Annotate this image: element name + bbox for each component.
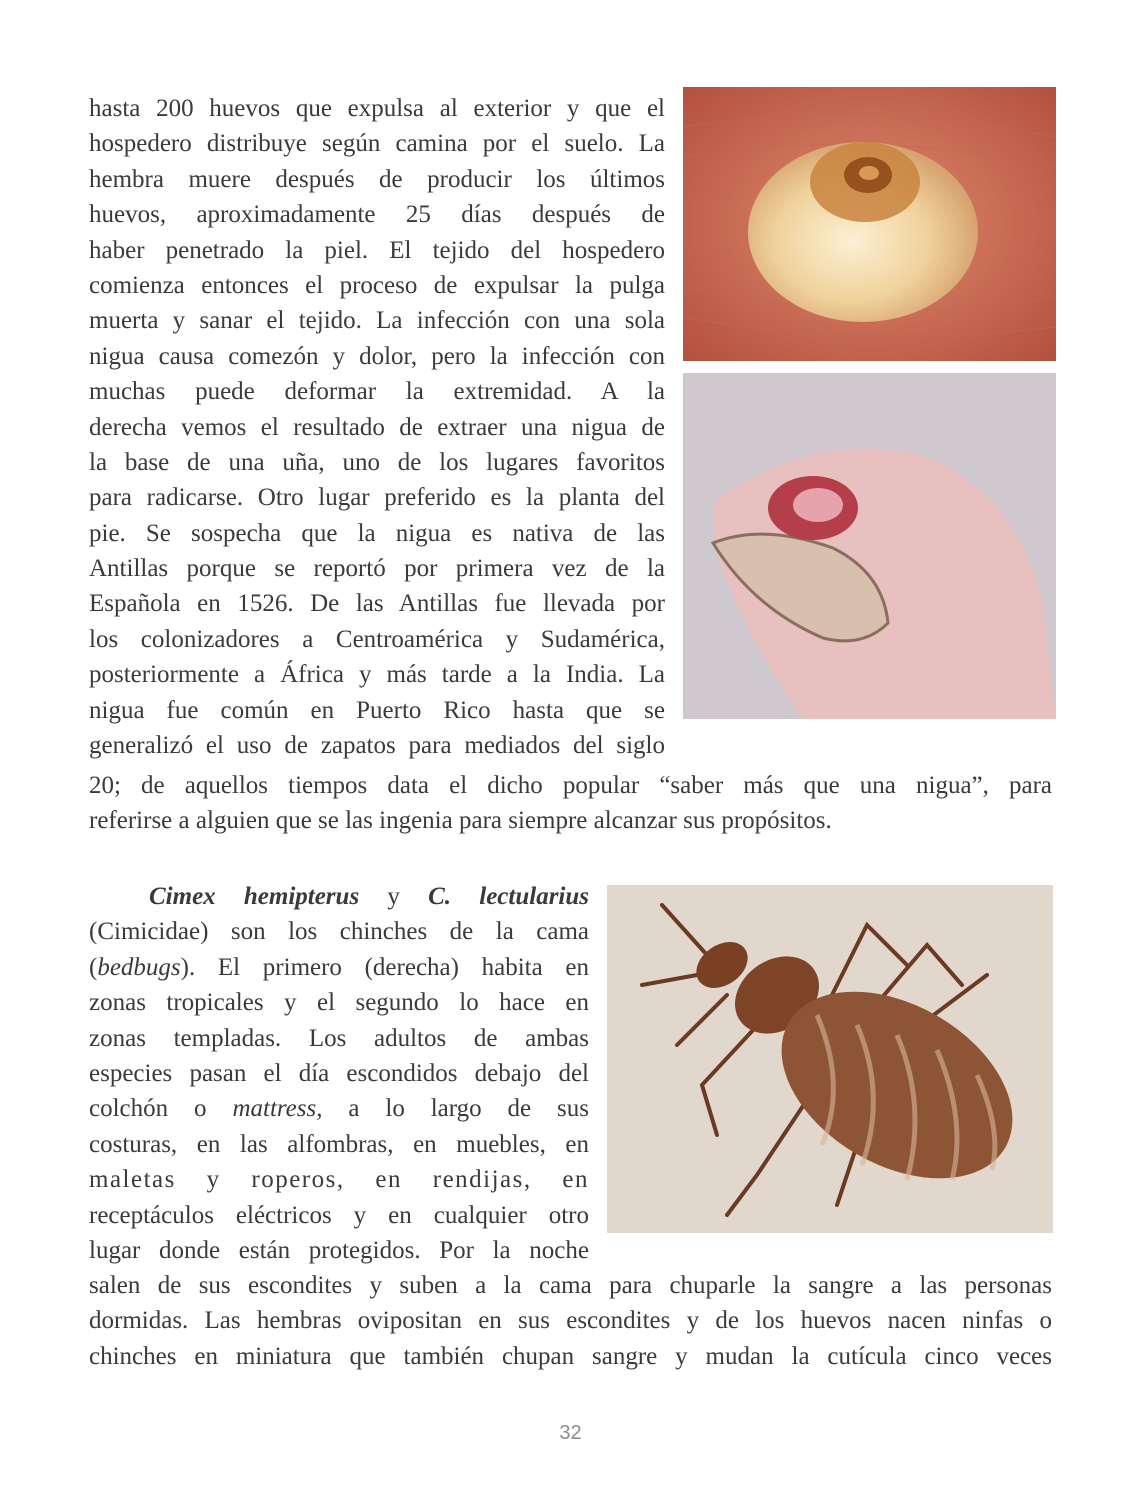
text-line bbox=[89, 879, 589, 914]
text-line: salen de sus escondites y suben a la cama para chuparle la sangre a las personas bbox=[89, 1272, 1052, 1299]
text-line: comienza entonces el proceso de expulsar la pulga bbox=[89, 271, 665, 299]
paragraph-nigua bbox=[89, 91, 665, 763]
text-line: huevos, aproximadamente 25 días después de bbox=[89, 201, 665, 229]
text-fragment: ( bbox=[89, 953, 98, 981]
paragraph-nigua-continued bbox=[89, 768, 1052, 839]
text-line: la base de una uña, uno de los lugares favoritos bbox=[89, 448, 665, 476]
text-line: nigua fue común en Puerto Rico hasta que se bbox=[89, 696, 665, 724]
text-line: nigua causa comezón y dolor, pero la infección con bbox=[89, 342, 665, 370]
text-line: Antillas porque se reportó por primera vez de la bbox=[89, 555, 665, 583]
text-line: maletas y roperos, en rendijas, en bbox=[89, 1166, 589, 1194]
species-name: Cimex hemipterus bbox=[149, 883, 360, 910]
text-line: referirse a alguien que se las ingenia para siempre alcanzar sus propósitos. bbox=[89, 807, 832, 835]
text-line bbox=[89, 1091, 589, 1126]
text-line: dormidas. Las hembras ovipositan en sus escondites y de los huevos nacen ninfas o bbox=[89, 1307, 1052, 1335]
text-line: hembra muere después de producir los últimos bbox=[89, 165, 665, 193]
text-line: zonas tropicales y el segundo lo hace en bbox=[89, 989, 589, 1017]
nigua-flea-photo bbox=[683, 87, 1056, 361]
text-line: 20; de aquellos tiempos data el dicho popular “saber más que una nigua”, para bbox=[89, 772, 1052, 799]
text-line: receptáculos eléctricos y en cualquier otro bbox=[89, 1201, 589, 1229]
text-line: posteriormente a África y más tarde a la India. La bbox=[89, 661, 665, 689]
text-line bbox=[89, 950, 589, 985]
text-line: generalizó el uso de zapatos para mediados del siglo bbox=[89, 732, 665, 760]
text-line: hospedero distribuye según camina por el suelo. La bbox=[89, 130, 665, 158]
paragraph-chinches-continued bbox=[89, 1268, 1052, 1374]
text-fragment: ). El primero (derecha) habita en bbox=[180, 953, 589, 981]
text-line: haber penetrado la piel. El tejido del hospedero bbox=[89, 236, 665, 264]
paragraph-chinches bbox=[89, 879, 589, 1268]
species-name: C. lectularius bbox=[428, 883, 590, 910]
text-line: Española en 1526. De las Antillas fue llevada por bbox=[89, 590, 665, 618]
extracted-nigua-finger-photo bbox=[683, 373, 1056, 719]
text-line: muchas puede deformar la extremidad. A la bbox=[89, 378, 665, 406]
text-line: pie. Se sospecha que la nigua es nativa de las bbox=[89, 519, 665, 547]
text-line: costuras, en las alfombras, en muebles, en bbox=[89, 1130, 589, 1158]
page-number: 32 bbox=[559, 1422, 582, 1444]
text-line: los colonizadores a Centroamérica y Sudamérica, bbox=[89, 625, 665, 653]
text-line: (Cimicidae) son los chinches de la cama bbox=[89, 918, 589, 946]
text-fragment: y bbox=[359, 883, 429, 910]
text-fragment: , a lo largo de sus bbox=[316, 1095, 589, 1123]
text-line: zonas templadas. Los adultos de ambas bbox=[89, 1024, 589, 1052]
italic-term: bedbugs bbox=[97, 953, 181, 981]
text-line: derecha vemos el resultado de extraer una nigua de bbox=[89, 413, 665, 441]
bedbug-photo bbox=[607, 885, 1053, 1233]
text-line: para radicarse. Otro lugar preferido es la planta del bbox=[89, 484, 665, 512]
text-line: lugar donde están protegidos. Por la noche bbox=[89, 1236, 589, 1264]
text-line: hasta 200 huevos que expulsa al exterior y que el bbox=[89, 95, 665, 122]
text-line: chinches en miniatura que también chupan sangre y mudan la cutícula cinco veces bbox=[89, 1342, 1052, 1370]
text-line: especies pasan el día escondidos debajo del bbox=[89, 1059, 589, 1087]
text-line: muerta y sanar el tejido. La infección con una sola bbox=[89, 307, 665, 335]
text-fragment: colchón o bbox=[89, 1095, 233, 1123]
italic-term: mattress bbox=[232, 1095, 317, 1123]
